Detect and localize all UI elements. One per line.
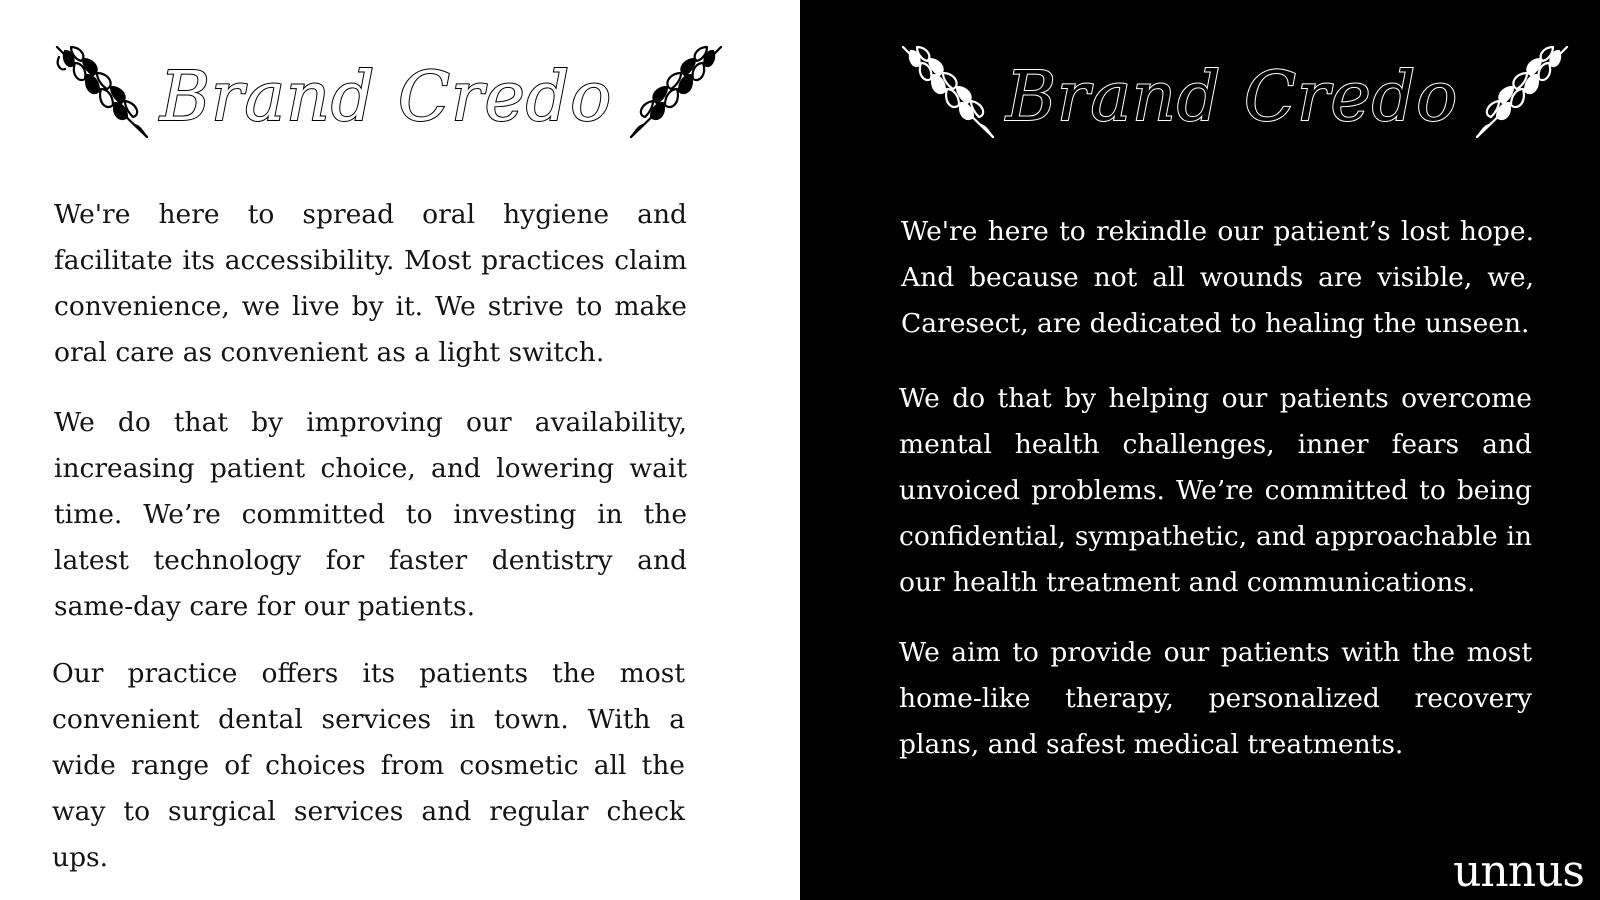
right-paragraph-2: We do that by helping our patients overcome mental health challenges, inner fears and unvoiced problems. We’re committed to being confidential, sympathetic, and approachable in our health treatment and communications. [899, 383, 1532, 598]
left-title-row [50, 36, 728, 146]
feather-icon [50, 41, 152, 141]
right-paragraph-3: We aim to provide our patients with the most home-like therapy, personalized recovery plans, and safest medical treatments. [899, 637, 1532, 760]
right-paragraph-1: We're here to rekindle our patient’s lost hope. And because not all wounds are visible, we, Caresect, are dedicated to healing the unseen. [901, 216, 1534, 339]
right-title-row [896, 36, 1574, 146]
page-title: Brand Credo [1006, 58, 1459, 137]
page-title: Brand Credo [160, 58, 613, 137]
feather-icon [896, 41, 998, 141]
left-paragraph-2: We do that by improving our availability, increasing patient choice, and lowering wait time. We’re committed to investing in the latest technology for faster dentistry and same-day care for our patients. [54, 407, 687, 622]
feather-icon [626, 41, 728, 141]
left-paragraph-1: We're here to spread oral hygiene and facilitate its accessibility. Most practices claim convenience, we live by it. We strive to make oral care as convenient as a light switch. [54, 199, 687, 368]
feather-icon [1472, 41, 1574, 141]
right-panel [800, 0, 1600, 900]
left-paragraph-3: Our practice offers its patients the most convenient dental services in town. With a wide range of choices from cosmetic all the way to surgical services and regular check ups. [52, 658, 685, 873]
brand-logo: unnus [1453, 846, 1584, 897]
